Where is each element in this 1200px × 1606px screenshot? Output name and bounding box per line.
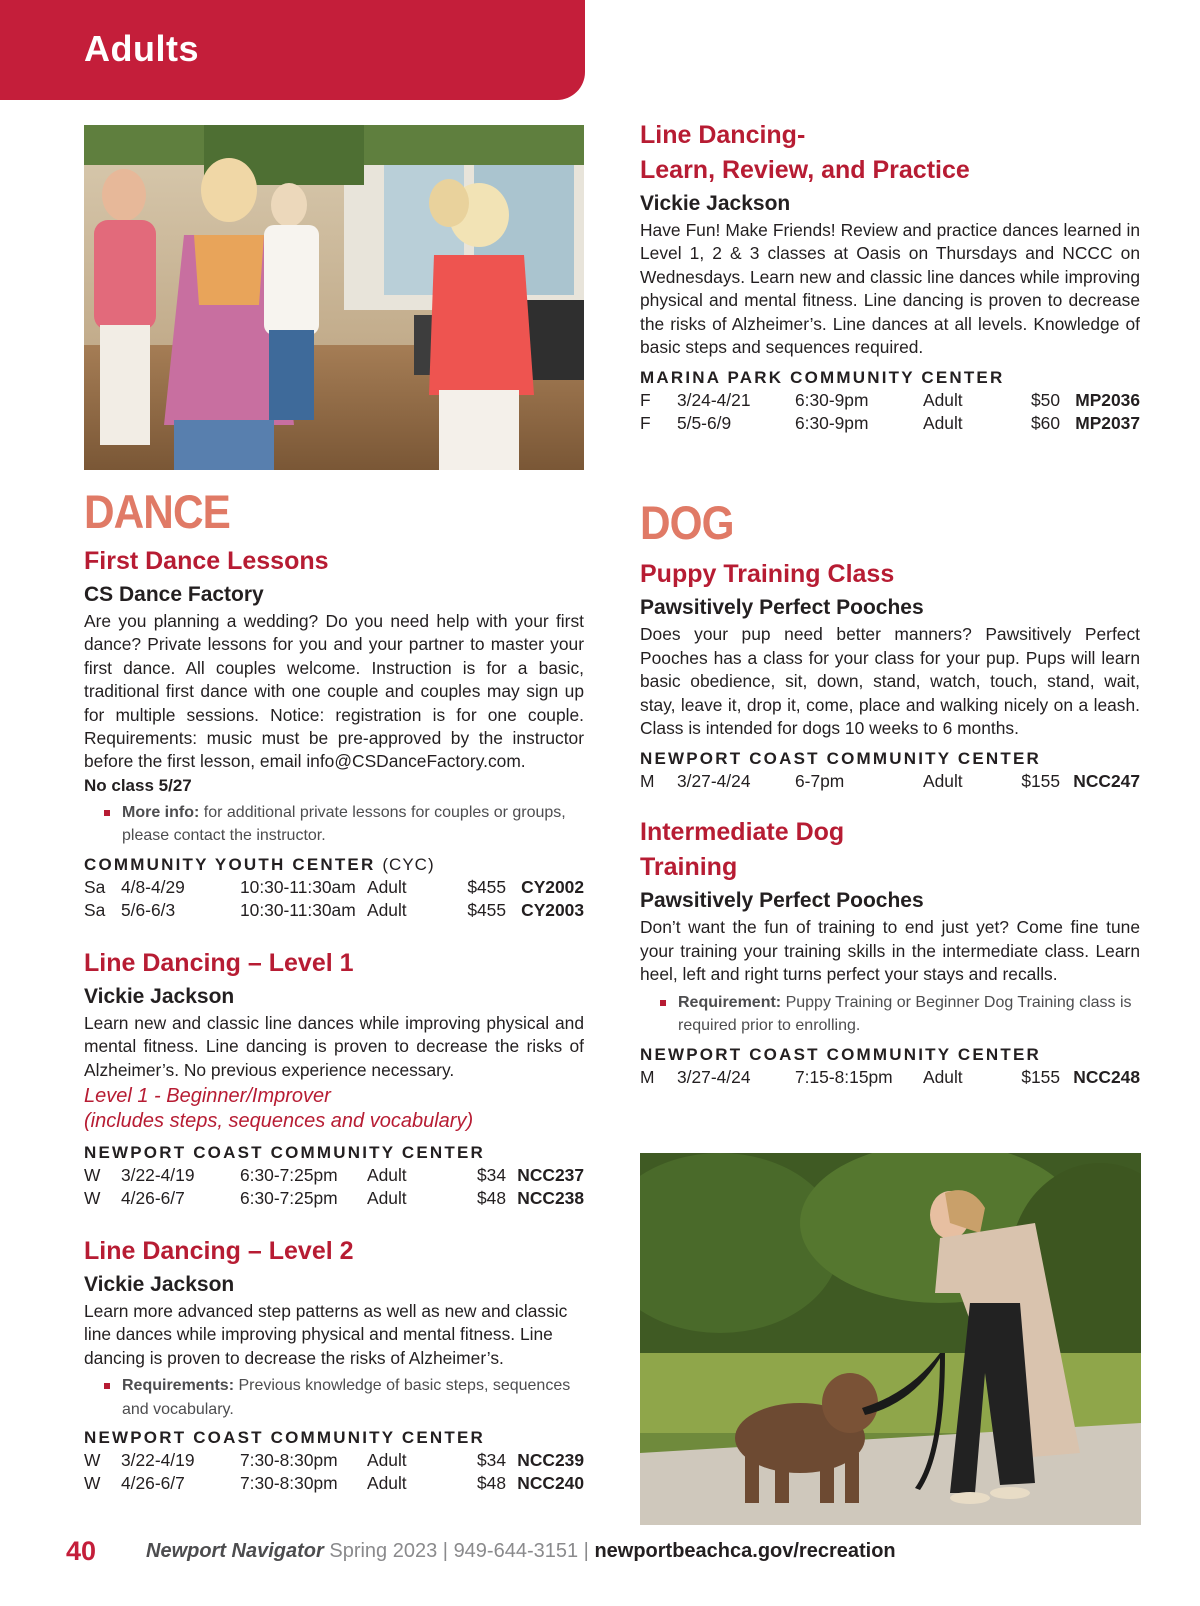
- row-dates: 4/26-6/7: [121, 1473, 185, 1494]
- puppy-training-block: [640, 557, 1140, 793]
- venue-abbreviation: (CYC): [382, 854, 435, 874]
- row-day: W: [84, 1450, 101, 1471]
- bullet-label: More info:: [122, 803, 200, 821]
- schedule-row: [640, 770, 1140, 793]
- line-dancing-photo: [84, 125, 584, 470]
- row-day: W: [84, 1165, 101, 1186]
- bullet-text: Previous knowledge of basic steps, sequences and vocabulary.: [122, 1377, 571, 1418]
- course-title-line2: Training: [640, 853, 738, 882]
- row-fee: $50: [1030, 390, 1060, 411]
- row-fee: $455: [467, 899, 506, 920]
- publication-season: Spring 2023: [323, 1540, 443, 1562]
- row-fee: $34: [476, 1165, 506, 1186]
- venue-label: COMMUNITY YOUTH CENTER: [84, 854, 376, 874]
- row-dates: 3/27-4/24: [677, 1066, 751, 1087]
- page-footer: [0, 1536, 1200, 1576]
- instructor-name: Vickie Jackson: [84, 984, 235, 1008]
- course-description: Have Fun! Make Friends! Review and practice dances learned in Level 1, 2 & 3 classes at Oasis on Thursdays and NCCC on Wednesdays. Learn new and classic line dances while improving physical and mental fitness. Line dancing is proven to decrease the risks of Alzheimer’s. Line dances at all levels. Knowledge of basic steps and sequences required.: [640, 220, 1140, 358]
- first-dance-block: [84, 544, 584, 922]
- requirements-bullet: [84, 1374, 584, 1421]
- section-tab: [0, 0, 585, 100]
- intermediate-dog-block: [640, 815, 1140, 1088]
- instructor-name: CS Dance Factory: [84, 583, 264, 606]
- row-day: F: [640, 413, 651, 434]
- row-dates: 3/27-4/24: [677, 771, 751, 792]
- course-title: Puppy Training Class: [640, 560, 895, 589]
- schedule-note: No class 5/27: [84, 775, 192, 795]
- course-description: Learn new and classic line dances while improving physical and mental fitness. Line dancing is proven to decrease the risks of Alzheimer’s. No previous experience necessary.: [84, 1012, 584, 1080]
- instructor-name: Vickie Jackson: [640, 192, 791, 215]
- instructor-name: Pawsitively Perfect Pooches: [640, 596, 924, 620]
- schedule-row: [84, 1164, 584, 1187]
- more-info-bullet: [84, 801, 584, 848]
- row-fee: $155: [1021, 1066, 1060, 1087]
- schedule-row: [84, 1472, 584, 1495]
- row-dates: 4/26-6/7: [121, 1188, 185, 1209]
- venue-name: [84, 854, 584, 876]
- schedule-row: [84, 876, 584, 899]
- publication-line: [146, 1540, 896, 1563]
- page-number: 40: [66, 1536, 97, 1566]
- venue-name: NEWPORT COAST COMMUNITY CENTER: [84, 1143, 485, 1163]
- row-time: 6:30-9pm: [795, 413, 869, 434]
- row-day: W: [84, 1188, 101, 1209]
- row-course-code[interactable]: NCC248: [1073, 1066, 1140, 1087]
- course-description: Are you planning a wedding? Do you need help with your first dance? Private lessons for you and your partner to master your first dance. All couples welcome. Instruction is for a basic, traditional first dance with one couple and couples may sign up for multiple sessions. Notice: registration is for one couple. Requirements: music must be pre-approved by the instructor before the first lesson, email info@CSDanceFactory.com.: [84, 611, 584, 772]
- level-note-detail: (includes steps, sequences and vocabulary): [84, 1110, 474, 1133]
- row-dates: 4/8-4/29: [121, 876, 185, 897]
- line-dancing-level2-block: [84, 1234, 584, 1495]
- row-age: Adult: [923, 413, 963, 434]
- schedule-row: [640, 412, 1140, 435]
- row-day: Sa: [84, 876, 106, 897]
- row-dates: 3/22-4/19: [121, 1450, 195, 1471]
- line-dancing-practice-block: [640, 118, 1140, 435]
- line-dancing-level1-block: [84, 946, 584, 1210]
- dog-training-photo: [640, 1153, 1141, 1525]
- row-day: F: [640, 390, 651, 411]
- row-time: 6:30-7:25pm: [240, 1165, 338, 1186]
- row-time: 6:30-7:25pm: [240, 1188, 338, 1209]
- row-course-code[interactable]: NCC240: [517, 1473, 584, 1494]
- level-note: Level 1 - Beginner/Improver: [84, 1085, 331, 1108]
- course-description: Learn more advanced step patterns as well as new and classic line dances while improving physical and mental fitness. Line dancing is proven to decrease the risks of Alzheimer’s.: [84, 1301, 568, 1368]
- row-age: Adult: [923, 1066, 963, 1087]
- phone-number: 949-644-3151: [453, 1540, 579, 1562]
- row-day: M: [640, 1066, 655, 1087]
- row-age: Adult: [367, 899, 407, 920]
- separator: |: [442, 1540, 454, 1562]
- row-time: 10:30-11:30am: [240, 876, 356, 897]
- website-link[interactable]: newportbeachca.gov/recreation: [594, 1540, 896, 1562]
- right-column: [640, 118, 1140, 1089]
- row-course-code[interactable]: CY2003: [521, 899, 584, 920]
- course-description: Does your pup need better manners? Pawsitively Perfect Pooches has a class for your class for your pup. Pups will learn basic obedience, sit, down, stand, watch, touch, stand, wait, stay, leave it, drop it, come, place and walking nicely on a leash. Class is intended for dogs 10 weeks to 6 months.: [640, 624, 1140, 739]
- bullet-square-icon: [104, 810, 110, 816]
- bullet-label: Requirements:: [122, 1377, 235, 1395]
- bullet-square-icon: [104, 1383, 110, 1389]
- row-time: 6-7pm: [795, 771, 845, 792]
- row-course-code[interactable]: NCC237: [517, 1165, 584, 1186]
- row-course-code[interactable]: NCC238: [517, 1188, 584, 1209]
- instructor-name: Pawsitively Perfect Pooches: [640, 889, 924, 913]
- row-age: Adult: [367, 1450, 407, 1471]
- schedule-row: [84, 1187, 584, 1210]
- publication-name: Newport Navigator: [146, 1540, 324, 1562]
- row-dates: 3/24-4/21: [677, 390, 751, 411]
- row-age: Adult: [367, 1473, 407, 1494]
- row-dates: 3/22-4/19: [121, 1165, 195, 1186]
- row-age: Adult: [923, 771, 963, 792]
- row-day: Sa: [84, 899, 106, 920]
- instructor-name: Vickie Jackson: [84, 1273, 235, 1297]
- row-fee: $48: [476, 1188, 506, 1209]
- row-fee: $34: [476, 1450, 506, 1471]
- row-time: 7:30-8:30pm: [240, 1473, 338, 1494]
- row-time: 7:15-8:15pm: [795, 1066, 893, 1087]
- row-course-code[interactable]: NCC247: [1073, 771, 1140, 792]
- row-fee: $60: [1030, 413, 1060, 434]
- course-title: First Dance Lessons: [84, 547, 329, 575]
- bullet-text: Puppy Training or Beginner Dog Training class is required prior to enrolling.: [678, 993, 1132, 1035]
- row-course-code[interactable]: MP2037: [1075, 413, 1140, 434]
- row-fee: $455: [467, 876, 506, 897]
- row-time: 6:30-9pm: [795, 390, 869, 411]
- course-title: Line Dancing – Level 1: [84, 948, 354, 977]
- row-course-code[interactable]: CY2002: [521, 876, 584, 897]
- bullet-text: for additional private lessons for couples or groups, please contact the instructor.: [122, 803, 566, 845]
- row-day: M: [640, 771, 655, 792]
- row-age: Adult: [367, 1188, 407, 1209]
- row-time: 7:30-8:30pm: [240, 1450, 338, 1471]
- course-title-line1: Line Dancing-: [640, 121, 806, 149]
- course-title: Line Dancing – Level 2: [84, 1237, 354, 1266]
- row-time: 10:30-11:30am: [240, 899, 356, 920]
- schedule-row: [640, 1066, 1140, 1089]
- requirement-bullet: [640, 991, 1140, 1038]
- dog-heading: DOG: [640, 496, 734, 550]
- row-fee: $155: [1021, 771, 1060, 792]
- row-age: Adult: [367, 876, 407, 897]
- schedule-row: [84, 1449, 584, 1472]
- row-day: W: [84, 1473, 101, 1494]
- venue-name: NEWPORT COAST COMMUNITY CENTER: [640, 1044, 1041, 1064]
- row-dates: 5/5-6/9: [677, 413, 732, 434]
- dance-heading: DANCE: [84, 485, 230, 538]
- left-column: [84, 486, 584, 1495]
- row-course-code[interactable]: MP2036: [1075, 390, 1140, 411]
- row-dates: 5/6-6/3: [121, 899, 176, 920]
- row-age: Adult: [923, 390, 963, 411]
- bullet-label: Requirement:: [678, 993, 782, 1011]
- venue-name: NEWPORT COAST COMMUNITY CENTER: [84, 1428, 485, 1448]
- row-age: Adult: [367, 1165, 407, 1186]
- venue-name: NEWPORT COAST COMMUNITY CENTER: [640, 749, 1041, 769]
- venue-name: MARINA PARK COMMUNITY CENTER: [640, 368, 1005, 388]
- row-course-code[interactable]: NCC239: [517, 1450, 584, 1471]
- bullet-square-icon: [660, 1000, 666, 1006]
- course-description: Don’t want the fun of training to end just yet? Come fine tune your training your training skills in the intermediate class. Learn heel, left and right turns perfect your stays and recalls.: [640, 917, 1140, 985]
- row-fee: $48: [476, 1473, 506, 1494]
- schedule-row: [84, 899, 584, 922]
- course-title-line1: Intermediate Dog: [640, 818, 845, 847]
- course-title-line2: Learn, Review, and Practice: [640, 156, 970, 184]
- section-title: Adults: [84, 28, 199, 69]
- schedule-row: [640, 389, 1140, 412]
- separator: |: [578, 1540, 595, 1562]
